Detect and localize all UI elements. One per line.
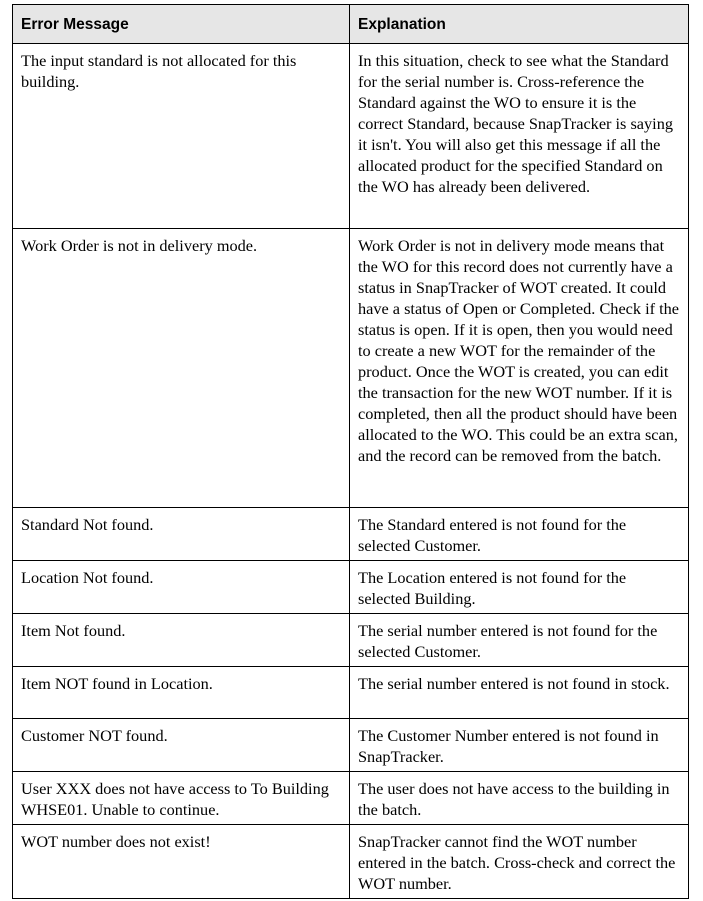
explanation-cell: The serial number entered is not found for the selected Customer. <box>350 614 689 667</box>
explanation-cell: Work Order is not in delivery mode means that the WO for this record does not currently have a status in SnapTracker of WOT created. It could have a status of Open or Completed. Check if the status is open. If it is open, then you would need to create a new WOT for the remainder of the product. Once the WOT is created, you can edit the transaction for the new WOT number. If it is completed, then all the product should have been allocated to the WO. This could be an extra scan, and the record can be removed from the batch. <box>350 229 689 508</box>
error-message-cell: The input standard is not allocated for this building. <box>13 44 350 229</box>
error-message-cell: Standard Not found. <box>13 508 350 561</box>
error-message-cell: WOT number does not exist! <box>13 825 350 899</box>
explanation-cell: SnapTracker cannot find the WOT number entered in the batch. Cross-check and correct the WOT number. <box>350 825 689 899</box>
error-message-cell: Customer NOT found. <box>13 719 350 772</box>
table-row <box>13 614 689 667</box>
table-row <box>13 719 689 772</box>
table-row <box>13 561 689 614</box>
table-row <box>13 667 689 719</box>
table-header-row <box>13 5 689 44</box>
table-row <box>13 44 689 229</box>
table-row <box>13 772 689 825</box>
explanation-cell: The serial number entered is not found in stock. <box>350 667 689 719</box>
explanation-cell: In this situation, check to see what the Standard for the serial number is. Cross-reference the Standard against the WO to ensure it is the correct Standard, because SnapTracker is saying it isn't. You will also get this message if all the allocated product for the specified Standard on the WO has already been delivered. <box>350 44 689 229</box>
error-message-cell: Location Not found. <box>13 561 350 614</box>
error-message-cell: Item NOT found in Location. <box>13 667 350 719</box>
explanation-cell: The Location entered is not found for the selected Building. <box>350 561 689 614</box>
header-explanation: Explanation <box>350 5 689 44</box>
error-message-cell: User XXX does not have access to To Building WHSE01. Unable to continue. <box>13 772 350 825</box>
header-error-message: Error Message <box>13 5 350 44</box>
table-row <box>13 508 689 561</box>
table-row <box>13 229 689 508</box>
explanation-cell: The Customer Number entered is not found in SnapTracker. <box>350 719 689 772</box>
explanation-cell: The user does not have access to the building in the batch. <box>350 772 689 825</box>
error-message-cell: Item Not found. <box>13 614 350 667</box>
explanation-cell: The Standard entered is not found for the selected Customer. <box>350 508 689 561</box>
error-message-table <box>12 4 689 899</box>
table-row <box>13 825 689 899</box>
error-message-cell: Work Order is not in delivery mode. <box>13 229 350 508</box>
